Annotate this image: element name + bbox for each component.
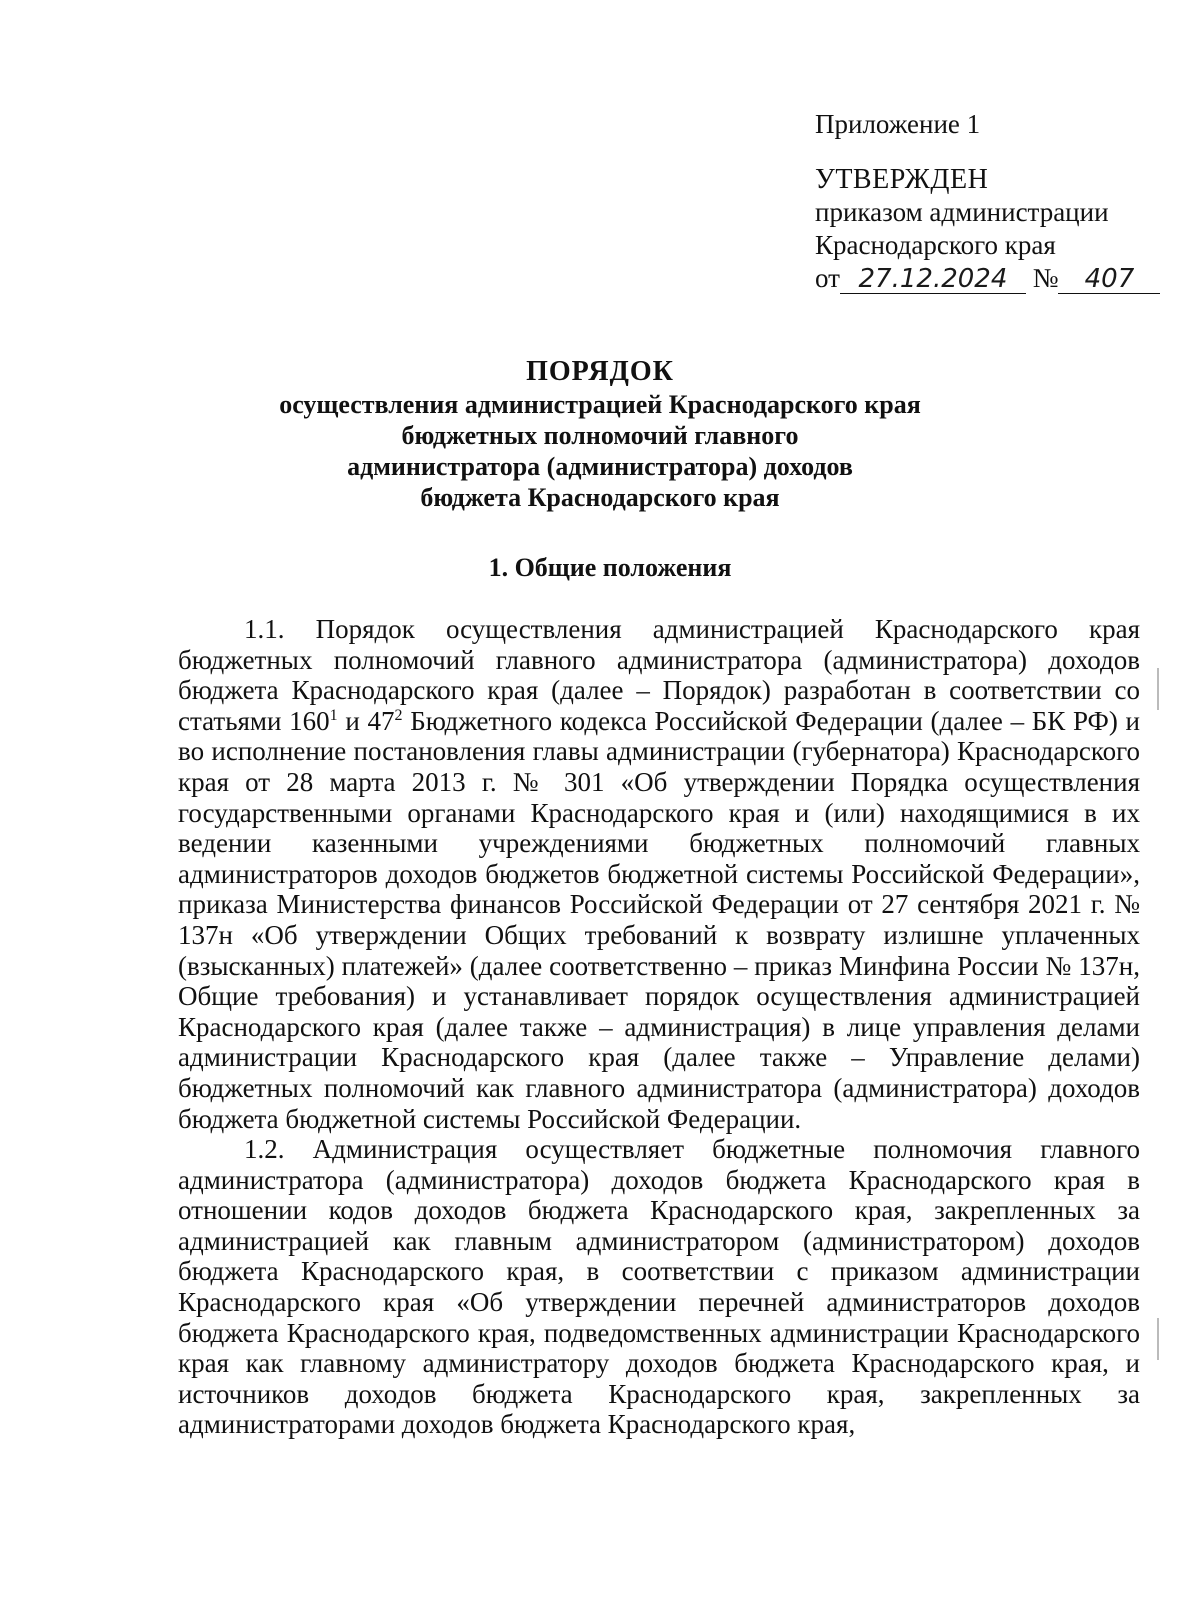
paragraph-1-1-part-2: и 47 [337,705,395,736]
title-main: ПОРЯДОК [526,356,674,387]
by-order-label: приказом администрации [815,197,1109,227]
title-line-4: бюджета Краснодарского края [420,483,780,512]
scan-margin-mark [1157,1318,1159,1360]
paragraph-1-1-part-3: Бюджетного кодекса Российской Федерации (далее – БК РФ) и во исполнение постановления главы администрации (губернатора) Краснодарского края от 28 марта 2013 г. № 301 «Об утверждении Порядка осуществления государственными органами Краснодарского края и (или) находящимися в их ведении казенными учреждениями бюджетных полномочий главных администраторов доходов бюджетов бюджетной системы Российской Федерации», приказа Министерства финансов Российской Федерации от 27 сентября 2021 г. № 137н «Об утверждении Общих требований к возврату излишне уплаченных (взысканных) платежей» (далее соответственно – приказ Минфина России № 137н, Общие требования) и устанавливает порядок осуществления администрацией Краснодарского края (далее также – администрация) в лице управления делами администрации Краснодарского края (далее также – Управление делами) бюджетных полномочий как главного администратора (администратора) доходов бюджета бюджетной системы Российской Федерации. [178,705,1140,1134]
section-heading: 1. Общие положения [488,553,732,582]
superscript-2: 2 [394,706,403,724]
region-label: Краснодарского края [815,230,1056,260]
order-date-number-line [815,262,1160,295]
approval-stamp-block [815,108,1160,295]
title-line-2: бюджетных полномочий главного [401,421,799,450]
title-line-3: администратора (администратора) доходов [347,452,853,481]
paragraph-1-2: 1.2. Администрация осуществляет бюджетные полномочия главного администратора (администратора) доходов бюджета Краснодарского края в отношении кодов доходов бюджета Краснодарского края, закрепленных за администрацией как главным администратором (администратором) доходов бюджета Краснодарского края, в соответствии с приказом администрации Краснодарского края «Об утверждении перечней администраторов доходов бюджета Краснодарского края, подведомственных администрации Краснодарского края как главному администратору доходов бюджета Краснодарского края, и источников доходов бюджета Краснодарского края, закрепленных за администраторами доходов бюджета Краснодарского края, [178,1134,1140,1440]
number-label: № [1032,263,1059,293]
from-label: от [815,263,840,293]
paragraph-1-1 [178,614,1140,1134]
scan-margin-mark [1157,668,1159,710]
handwritten-number: 407 [1058,265,1160,294]
paragraph-1-1-part-1: 1.1. Порядок осуществления администрацией Краснодарского края бюджетных полномочий главного администратора (администратора) доходов бюджета Краснодарского края (далее – Порядок) разработан в соответствии со статьями 160 [178,614,1140,736]
handwritten-date: 27.12.2024 [840,265,1026,294]
title-line-1: осуществления администрацией Краснодарского края [279,390,921,419]
annex-label: Приложение 1 [815,109,981,139]
approved-label: УТВЕРЖДЕН [815,164,989,195]
document-title [180,356,1020,513]
document-body [178,614,1140,1440]
superscript-1: 1 [329,706,338,724]
